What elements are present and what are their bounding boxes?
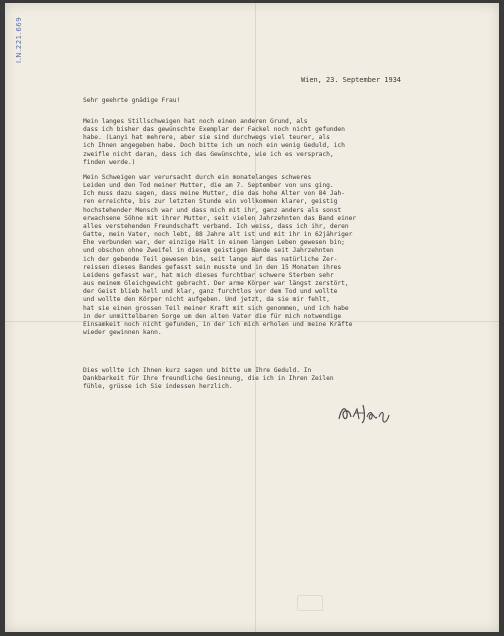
- letter-paragraph-2: Mein Schweigen war verursacht durch ein monatelanges schweres Leiden und den Tod meiner Mutter, die am 7. September von uns ging. Ich muss dazu sagen, dass meine Mutter, die das hohe Alter von 84 Jah- ren erreichte, bis zur letzten Stunde ein vollkommen klarer, geistig hochstehender Mensch war und dass mich mit ihr, ganz anders als sonst erwachsene Söhne mit ihrer Mutter, seit vielen Jahrzehnten das Band einer alles verstehenden Freundschaft verband. Ich weiss, dass ich ihr, deren Gatte, mein Vater, noch lebt, 88 Jahre alt ist und mit ihr in 62jähriger Ehe verbunden war, der einzige Halt in einem langen Leben gewesen bin; und obschon ohne Zweifel in diesem geistigen Bande seit Jahrzehnten ich der gebende Teil gewesen bin, seit lange auf das natürliche Zer- reissen dieses Bandes gefasst sein musste und in den 15 Monaten ihres Leidens gefasst war, hat mich dieses furchtbar schwere Sterben sehr aus meinem Gleichgewicht gebracht. Der arme Körper war längst zerstört, der Geist blieb hell und klar, ganz furchtlos vor dem Tod und wollte und wollte den Körper nicht aufgeben. Und jetzt, da sie mir fehlt, hat sie einen grossen Teil meiner Kraft mit sich genommen, und ich habe in der unmittelbaren Sorge um den alten Vater die für mich notwendige Einsamkeit noch nicht gefunden, in der ich mich erholen und meine Kräfte wieder gewinnen kann.: [83, 174, 357, 336]
- letter-page: [5, 3, 499, 632]
- faint-library-stamp: [297, 595, 323, 611]
- letter-date: Wien, 23. September 1934: [301, 76, 401, 84]
- letter-paragraph-1: Mein langes Stillschweigen hat noch einen anderen Grund, als dass ich bisher das gewünschte Exemplar der Fackel noch nicht gefunden habe. (Lanyi hat mehrere, aber sie sind durchwegs viel teurer, als ich Ihnen angegeben habe. Doch bitte ich um noch ein wenig Geduld, ich zweifle nicht daran, dass ich das Gewünschte, wie ich es versprach, finden werde.): [83, 118, 345, 166]
- handwritten-signature: [335, 399, 399, 427]
- letter-paragraph-3: Dies wollte ich Ihnen kurz sagen und bitte um Ihre Geduld. In Dankbarkeit für Ihre freundliche Gesinnung, die ich in Ihren Zeilen fühle, grüsse ich Sie indessen herzlich.: [83, 367, 334, 391]
- archive-number-stamp: I.N.221.669: [15, 16, 23, 63]
- letter-salutation: Sehr geehrte gnädige Frau!: [83, 97, 181, 104]
